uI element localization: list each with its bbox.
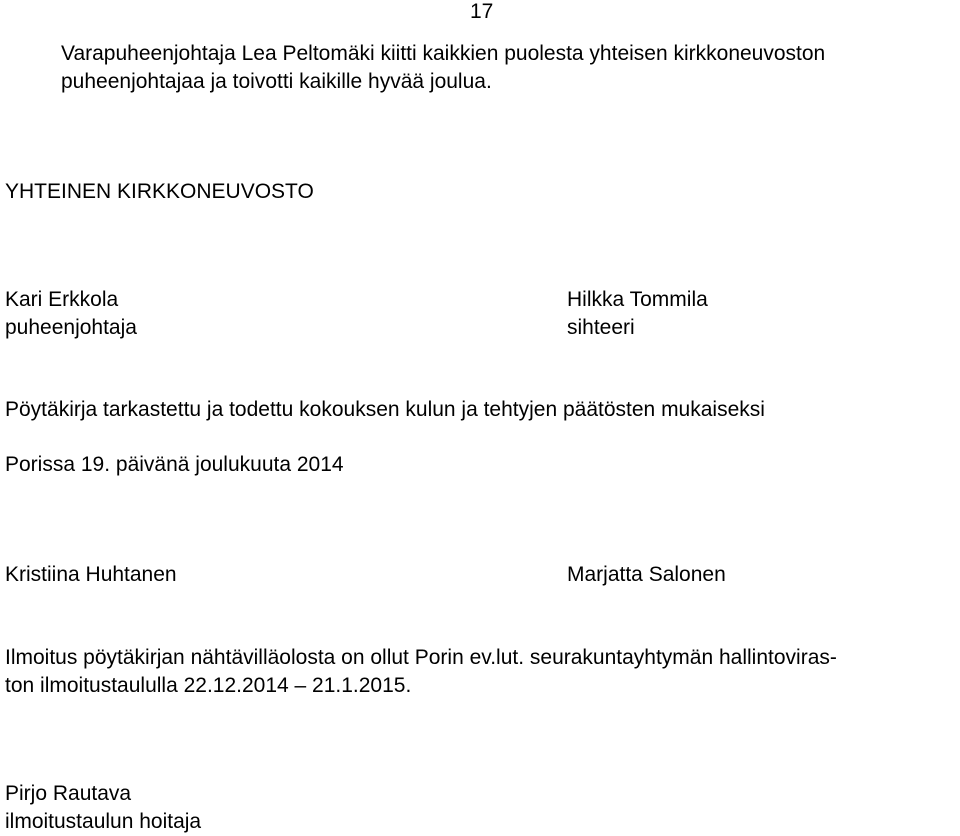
closing-paragraph bbox=[61, 40, 941, 96]
closing-line-1: Varapuheenjohtaja Lea Peltomäki kiitti kaikkien puolesta yhteisen kirkkoneuvoston bbox=[61, 42, 826, 65]
chair-name: Kari Erkkola bbox=[5, 288, 119, 311]
chair-role: puheenjohtaja bbox=[5, 316, 137, 339]
checker-name-2: Marjatta Salonen bbox=[567, 563, 726, 586]
keeper-name: Pirjo Rautava bbox=[5, 782, 132, 805]
organization-title: YHTEINEN KIRKKONEUVOSTO bbox=[5, 180, 314, 203]
checker-name-1: Kristiina Huhtanen bbox=[5, 563, 177, 586]
keeper-role: ilmoitustaulun hoitaja bbox=[5, 810, 202, 833]
place-and-date: Porissa 19. päivänä joulukuuta 2014 bbox=[5, 453, 344, 476]
notice-keeper-block bbox=[5, 780, 201, 836]
closing-line-2: puheenjohtajaa ja toivotti kaikille hyvää joulua. bbox=[61, 70, 492, 93]
notice-line-2: ton ilmoitustaululla 22.12.2014 – 21.1.2015. bbox=[5, 674, 412, 697]
signature-block-secretary bbox=[567, 286, 708, 342]
notice-paragraph bbox=[5, 644, 837, 700]
page-number: 17 bbox=[470, 0, 494, 23]
verification-statement: Pöytäkirja tarkastettu ja todettu kokouksen kulun ja tehtyjen päätösten mukaiseksi bbox=[5, 398, 765, 421]
secretary-name: Hilkka Tommila bbox=[567, 288, 708, 311]
signature-block-chair bbox=[5, 286, 137, 342]
notice-line-1: Ilmoitus pöytäkirjan nähtävilläolosta on ollut Porin ev.lut. seurakuntayhtymän hallintoviras- bbox=[5, 646, 837, 669]
secretary-role: sihteeri bbox=[567, 316, 635, 339]
